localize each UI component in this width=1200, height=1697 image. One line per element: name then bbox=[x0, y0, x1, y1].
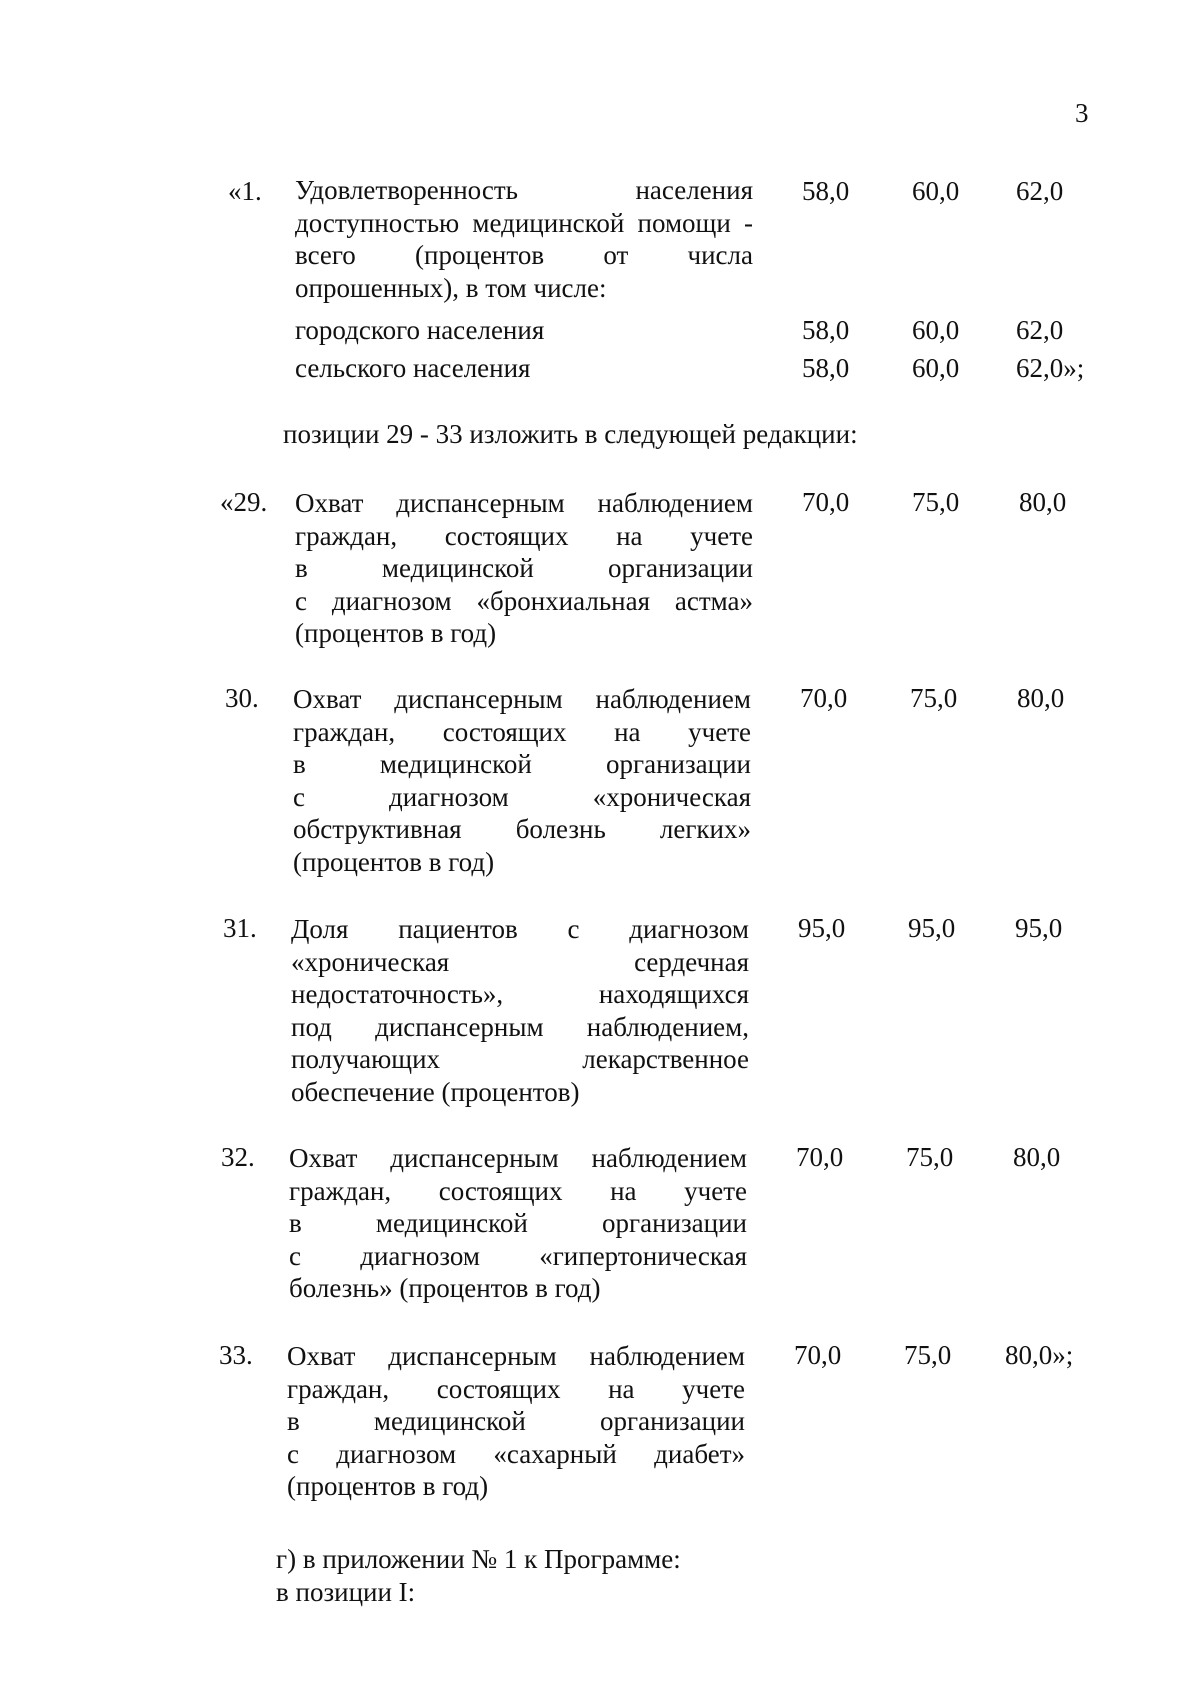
value-col-2: 60,0 bbox=[912, 315, 960, 345]
value-col-1: 58,0 bbox=[802, 176, 850, 206]
row-description bbox=[289, 1142, 747, 1305]
row-number: «29. bbox=[220, 487, 268, 517]
desc-line: (процентов в год) bbox=[295, 618, 497, 648]
desc-line: граждан, состоящих на учете bbox=[287, 1373, 745, 1404]
sub-row-label: сельского населения bbox=[295, 353, 531, 383]
value-col-3: 80,0 bbox=[1017, 683, 1065, 713]
row-description bbox=[287, 1340, 745, 1503]
desc-line: (процентов в год) bbox=[287, 1471, 489, 1501]
value-col-1: 70,0 bbox=[796, 1142, 844, 1172]
sub-row-label: городского населения bbox=[295, 315, 545, 345]
value-col-1: 58,0 bbox=[802, 353, 850, 383]
desc-line: с диагнозом «сахарный диабет» bbox=[287, 1438, 745, 1469]
desc-line: в медицинской организации bbox=[289, 1208, 747, 1238]
instruction-text: позиции 29 - 33 изложить в следующей редакции: bbox=[283, 419, 858, 449]
desc-line: Удовлетворенность населения bbox=[295, 175, 753, 205]
desc-line: в медицинской организации bbox=[287, 1406, 745, 1436]
row-number: 32. bbox=[221, 1142, 255, 1172]
row-number: 33. bbox=[219, 1340, 253, 1370]
desc-line: с диагнозом «гипертоническая bbox=[289, 1240, 747, 1271]
desc-line: с диагнозом «хроническая bbox=[293, 781, 751, 812]
desc-line: всего (процентов от числа bbox=[295, 240, 753, 270]
value-col-2: 60,0 bbox=[912, 353, 960, 383]
value-col-3: 80,0 bbox=[1013, 1142, 1061, 1172]
value-col-1: 70,0 bbox=[802, 487, 850, 517]
desc-line: получающих лекарственное bbox=[291, 1044, 749, 1074]
desc-line: «хроническая сердечная bbox=[291, 946, 749, 977]
row-description bbox=[291, 913, 749, 1108]
value-col-3: 62,0 bbox=[1016, 315, 1064, 345]
desc-line: Доля пациентов с диагнозом bbox=[291, 914, 749, 944]
closing-line-1: г) в приложении № 1 к Программе: bbox=[276, 1544, 681, 1574]
value-col-2: 95,0 bbox=[908, 913, 956, 943]
page-number: 3 bbox=[1075, 98, 1089, 128]
desc-line: в медицинской организации bbox=[293, 749, 751, 779]
value-col-2: 75,0 bbox=[906, 1142, 954, 1172]
row-number: 30. bbox=[225, 683, 259, 713]
row-description bbox=[295, 487, 753, 650]
desc-line: Охват диспансерным наблюдением bbox=[289, 1143, 747, 1173]
value-col-1: 70,0 bbox=[800, 683, 848, 713]
row-number: 31. bbox=[223, 913, 257, 943]
value-col-2: 75,0 bbox=[910, 683, 958, 713]
desc-line: опрошенных), в том числе: bbox=[295, 272, 607, 303]
desc-line: Охват диспансерным наблюдением bbox=[287, 1341, 745, 1371]
row-number: «1. bbox=[228, 176, 262, 206]
value-col-3: 80,0»; bbox=[1005, 1340, 1074, 1370]
value-col-2: 75,0 bbox=[904, 1340, 952, 1370]
value-col-3: 62,0 bbox=[1016, 176, 1064, 206]
desc-line: в медицинской организации bbox=[295, 553, 753, 583]
desc-line: граждан, состоящих на учете bbox=[289, 1175, 747, 1206]
desc-line: обструктивная болезнь легких» bbox=[293, 814, 751, 844]
desc-line: Охват диспансерным наблюдением bbox=[293, 684, 751, 714]
desc-line: с диагнозом «бронхиальная астма» bbox=[295, 585, 753, 616]
value-col-3: 62,0»; bbox=[1016, 353, 1085, 383]
value-col-1: 58,0 bbox=[802, 315, 850, 345]
value-col-3: 95,0 bbox=[1015, 913, 1063, 943]
value-col-2: 60,0 bbox=[912, 176, 960, 206]
desc-line: (процентов в год) bbox=[293, 846, 495, 877]
desc-line: Охват диспансерным наблюдением bbox=[295, 488, 753, 518]
value-col-1: 95,0 bbox=[798, 913, 846, 943]
closing-line-2: в позиции I: bbox=[276, 1577, 416, 1607]
desc-line: доступностью медицинской помощи - bbox=[295, 207, 753, 238]
desc-line: граждан, состоящих на учете bbox=[295, 520, 753, 551]
value-col-2: 75,0 bbox=[912, 487, 960, 517]
desc-line: болезнь» (процентов в год) bbox=[289, 1273, 601, 1303]
row-description bbox=[293, 683, 751, 878]
value-col-1: 70,0 bbox=[794, 1340, 842, 1370]
row-description bbox=[295, 174, 753, 304]
desc-line: под диспансерным наблюдением, bbox=[291, 1011, 749, 1042]
value-col-3: 80,0 bbox=[1019, 487, 1067, 517]
desc-line: граждан, состоящих на учете bbox=[293, 716, 751, 747]
desc-line: недостаточность», находящихся bbox=[291, 979, 749, 1009]
desc-line: обеспечение (процентов) bbox=[291, 1076, 580, 1107]
